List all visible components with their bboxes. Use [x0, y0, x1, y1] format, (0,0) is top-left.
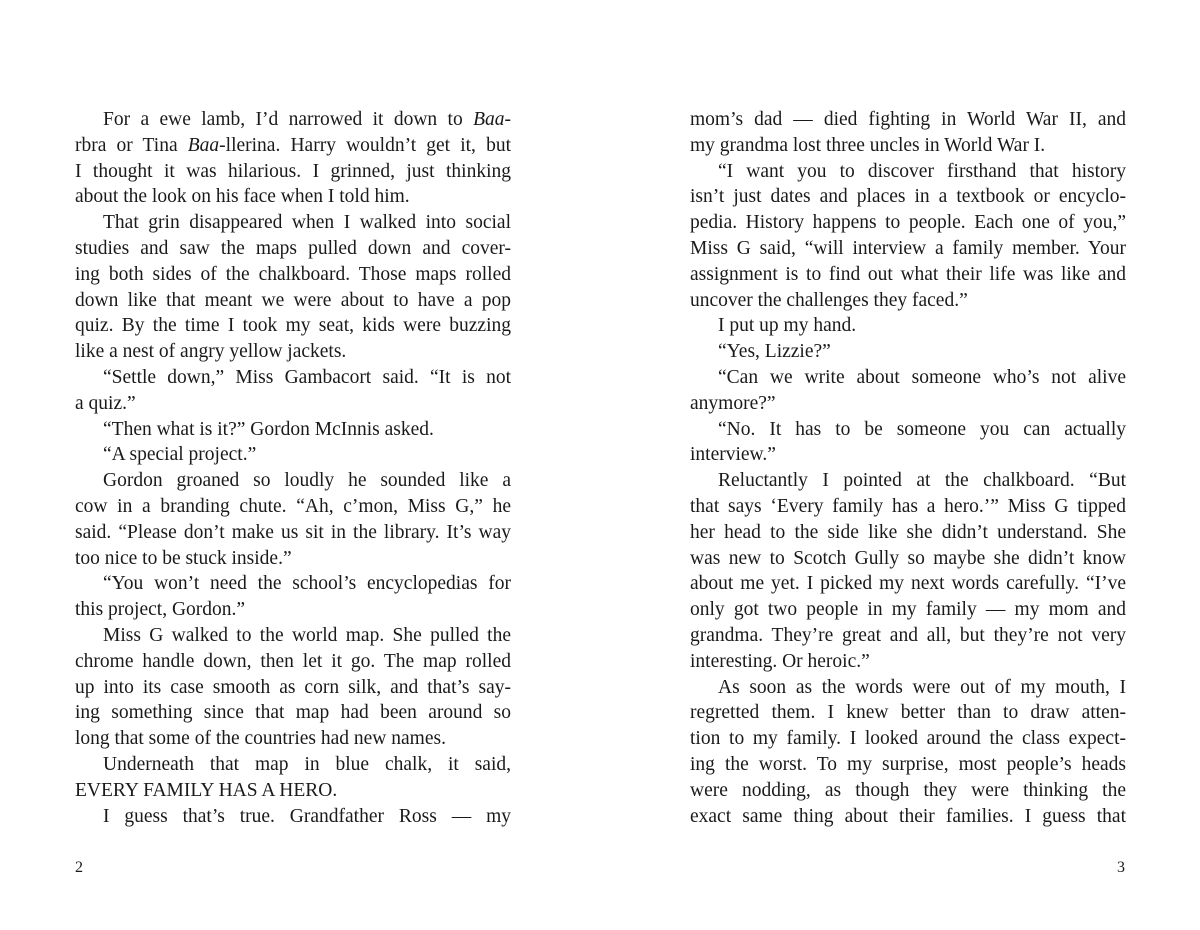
text-line: chrome handle down, then let it go. The map rolled [75, 650, 511, 672]
text-line: Miss G walked to the world map. She pulled the [103, 624, 511, 646]
text-line: EVERY FAMILY HAS A HERO. [75, 779, 338, 801]
text-line: her head to the side like she didn’t understand. She [690, 521, 1126, 543]
text-line: ing something since that map had been around so [75, 702, 511, 724]
right-page-body [690, 107, 1126, 829]
page-number-left: 2 [75, 859, 83, 876]
text-line: tion to my family. I looked around the class expect- [690, 728, 1126, 750]
text-line: “You won’t need the school’s encyclopedias for [103, 573, 511, 595]
text-line: interview.” [690, 444, 776, 466]
text-line: rbra or Tina Baa-llerina. Harry wouldn’t get it, but [75, 134, 511, 156]
text-line: ing the worst. To my surprise, most people’s heads [690, 753, 1126, 775]
text-line: ing both sides of the chalkboard. Those maps rolled [75, 263, 511, 285]
text-line: “Then what is it?” Gordon McInnis asked. [103, 418, 434, 440]
text-line: grandma. They’re great and all, but they’re not very [690, 624, 1126, 646]
text-line: “No. It has to be someone you can actually [718, 418, 1126, 440]
text-line: Gordon groaned so loudly he sounded like a [103, 470, 511, 492]
text-line: I put up my hand. [718, 315, 857, 337]
text-line: like a nest of angry yellow jackets. [75, 341, 347, 363]
text-line: That grin disappeared when I walked into social [103, 212, 511, 234]
text-line: about the look on his face when I told him. [75, 186, 410, 208]
text-line: I guess that’s true. Grandfather Ross — my [103, 805, 511, 827]
text-line: pedia. History happens to people. Each one of you,” [690, 212, 1126, 234]
text-line: studies and saw the maps pulled down and cover- [75, 237, 511, 259]
text-line: that says ‘Every family has a hero.’” Miss G tipped [690, 495, 1126, 517]
text-line: about me yet. I picked my next words carefully. “I’ve [690, 573, 1126, 595]
text-line: was new to Scotch Gully so maybe she didn’t know [690, 547, 1126, 569]
text-line: quiz. By the time I took my seat, kids were buzzing [75, 315, 511, 337]
text-line: As soon as the words were out of my mouth, I [718, 676, 1126, 698]
text-line: this project, Gordon.” [75, 599, 246, 621]
text-line: Miss G said, “will interview a family member. Your [690, 237, 1126, 259]
text-line: “Can we write about someone who’s not alive [718, 366, 1126, 388]
text-line: For a ewe lamb, I’d narrowed it down to Baa- [103, 109, 511, 130]
text-line: interesting. Or heroic.” [690, 650, 870, 672]
text-line: regretted them. I knew better than to draw atten- [690, 702, 1126, 724]
page-number-right: 3 [1117, 859, 1125, 876]
text-line: exact same thing about their families. I guess that [690, 805, 1126, 827]
text-line: were nodding, as though they were thinking the [690, 779, 1126, 801]
text-line: said. “Please don’t make us sit in the library. It’s way [75, 521, 511, 543]
text-line: “A special project.” [103, 444, 257, 466]
text-line: isn’t just dates and places in a textbook or encyclo- [690, 186, 1126, 208]
text-line: “I want you to discover firsthand that history [718, 160, 1126, 182]
text-line: “Settle down,” Miss Gambacort said. “It is not [103, 366, 511, 388]
text-line: uncover the challenges they faced.” [690, 289, 968, 311]
text-line: a quiz.” [75, 392, 136, 414]
text-line: assignment is to find out what their life was like and [690, 263, 1126, 285]
text-line: mom’s dad — died fighting in World War II, and [690, 109, 1126, 130]
text-line: only got two people in my family — my mom and [690, 599, 1126, 621]
text-line: up into its case smooth as corn silk, and that’s say- [75, 676, 511, 698]
text-line: anymore?” [690, 392, 776, 414]
text-line: long that some of the countries had new names. [75, 728, 446, 750]
text-line: cow in a branding chute. “Ah, c’mon, Miss G,” he [75, 495, 511, 517]
text-line: down like that meant we were about to have a pop [75, 289, 511, 311]
text-line: Reluctantly I pointed at the chalkboard. “But [718, 470, 1126, 492]
text-line: my grandma lost three uncles in World War I. [690, 134, 1046, 156]
text-line: I thought it was hilarious. I grinned, just thinking [75, 160, 511, 182]
text-line: “Yes, Lizzie?” [718, 341, 831, 363]
italic-text: Baa [187, 134, 220, 156]
text-line: Underneath that map in blue chalk, it said, [103, 753, 511, 775]
text-line: too nice to be stuck inside.” [75, 547, 292, 569]
left-page-body [75, 107, 511, 829]
italic-text: Baa [473, 109, 505, 130]
